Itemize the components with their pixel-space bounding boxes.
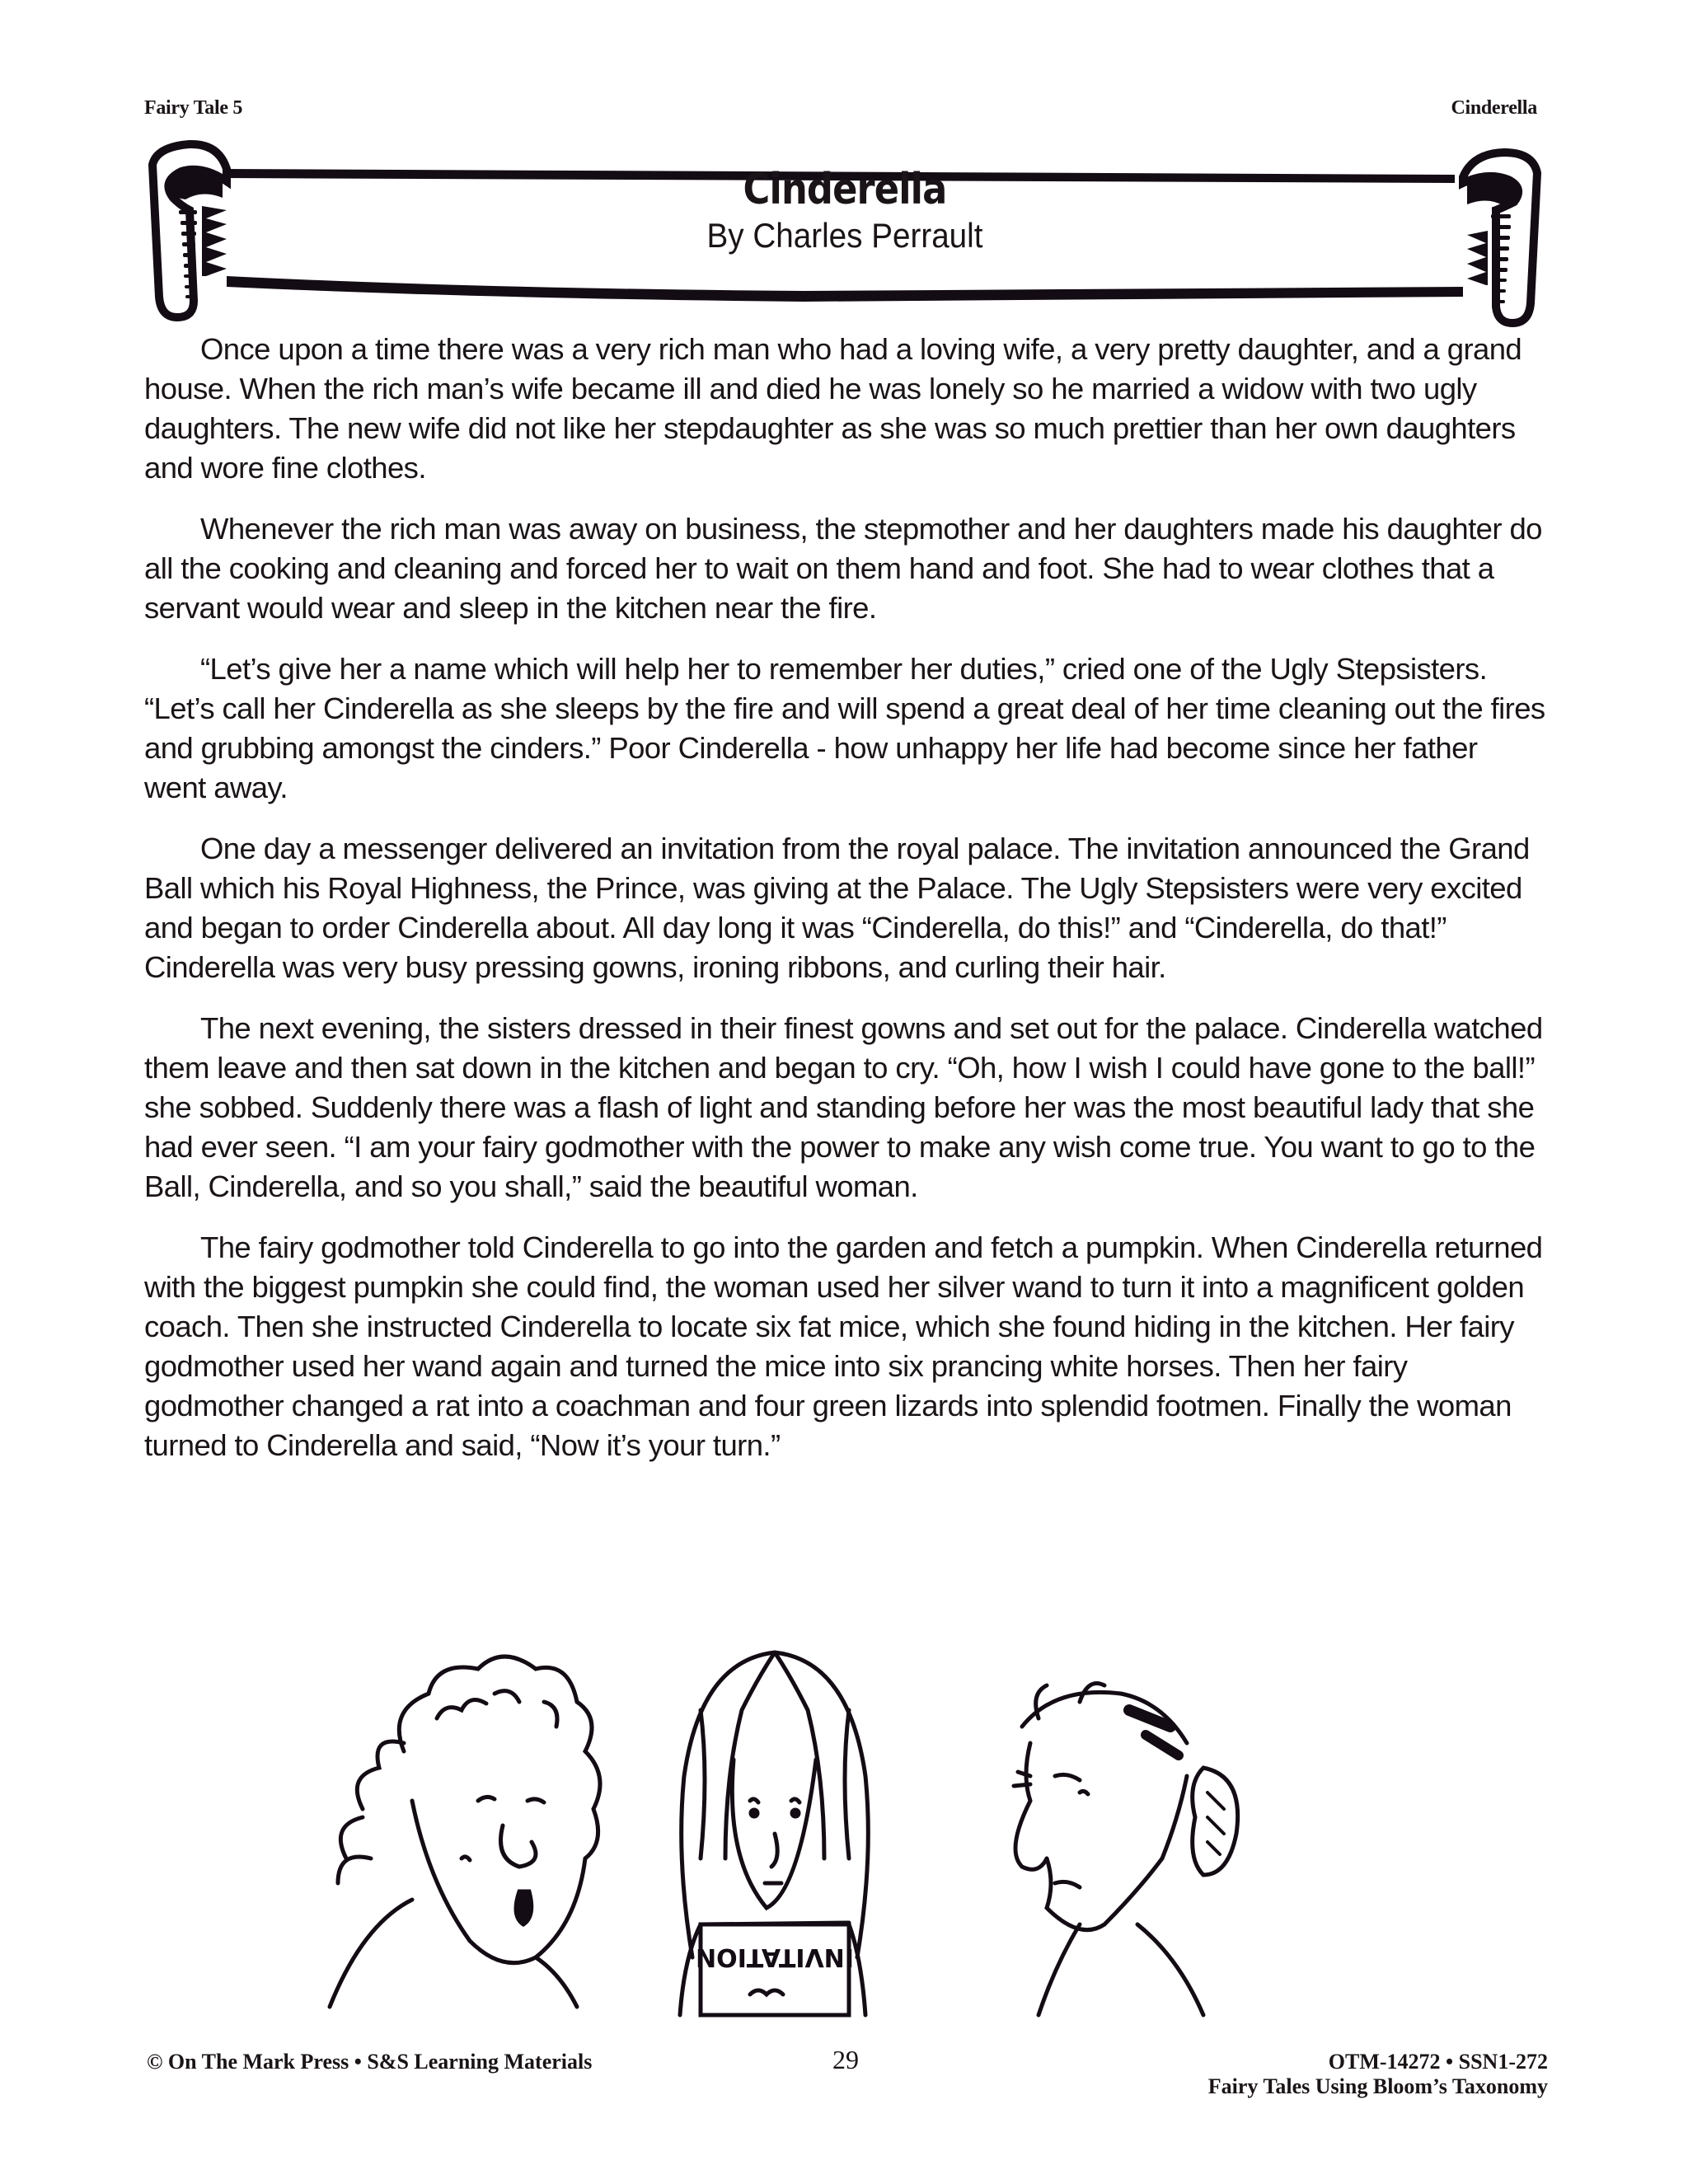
stepsister-bun-icon xyxy=(1014,1684,1238,2016)
footer-copyright: © On The Mark Press • S&S Learning Materials xyxy=(147,2050,593,2074)
story-author: By Charles Perrault xyxy=(706,216,983,255)
story-body xyxy=(144,330,1545,1487)
story-paragraph: The next evening, the sisters dressed in their finest gowns and set out for the palace. Cinderella watched them leave and then sat down in the kitchen and began to cry. “Oh, how I wish I could have gone to the ball!” she sobbed. Suddenly there was a flash of light and standing before her was the most beautiful lady that she had ever seen. “I am your fairy godmother with the power to make any wish come true. You want to go to the Ball, Cinderella, and so you shall,” said the beautiful woman. xyxy=(144,1011,1543,1203)
running-header-right: Cinderella xyxy=(1451,97,1537,119)
characters-drawing-icon xyxy=(313,1611,1401,2023)
story-paragraph: Whenever the rich man was away on business, the stepmother and her daughters made his daughter do all the cooking and cleaning and forced her to wait on them hand and foot. She had to wear clothes that a servant would wear and sleep in the kitchen near the fire. xyxy=(144,512,1542,625)
page-number: 29 xyxy=(832,2045,859,2074)
story-title: Cinderella xyxy=(743,165,947,214)
svg-text:INVITATION: INVITATION xyxy=(696,1943,854,1971)
cinderella-icon xyxy=(680,1652,868,2015)
story-paragraph: The fairy godmother told Cinderella to go into the garden and fetch a pumpkin. When Cinderella returned with the biggest pumpkin she could find, the woman used her silver wand to turn it into a magnificent golden coach. Then she instructed Cinderella to locate six fat mice, which she found hiding in the kitchen. Her fairy godmother used her wand again and turned the mice into six prancing white horses. Then her fairy godmother changed a rat into a coachman and four green lizards into splendid footmen. Finally the woman turned to Cinderella and said, “Now it’s your turn.” xyxy=(144,1230,1543,1462)
stepsister-curly-icon xyxy=(330,1657,600,2007)
title-banner xyxy=(144,132,1545,330)
running-header-left: Fairy Tale 5 xyxy=(144,97,243,119)
story-paragraph: Once upon a time there was a very rich man who had a loving wife, a very pretty daughter, and a grand house. When the rich man’s wife became ill and died he was lonely so he married a widow with two ugly daughters. The new wife did not like her stepdaughter as she was so much prettier than her own daughters and wore fine clothes. xyxy=(144,332,1522,485)
story-paragraph: One day a messenger delivered an invitation from the royal palace. The invitation announced the Grand Ball which his Royal Highness, the Prince, was giving at the Palace. The Ugly Stepsisters were very excited and began to order Cinderella about. All day long it was “Cinderella, do this!” and “Cinderella, do that!” Cinderella was very busy pressing gowns, ironing ribbons, and curling their hair. xyxy=(144,832,1530,984)
footer-book-title: Fairy Tales Using Bloom’s Taxonomy xyxy=(1207,2074,1548,2098)
story-paragraph: “Let’s give her a name which will help her to remember her duties,” cried one of the Ugly Stepsisters. “Let’s call her Cinderella as she sleeps by the fire and will spend a great deal of her time cleaning out the fires and grubbing amongst the cinders.” Poor Cinderella - how unhappy her life had become since her father went away. xyxy=(144,652,1545,804)
footer-product-info xyxy=(1208,2050,1548,2099)
character-illustration xyxy=(313,1611,1401,2023)
footer-product-code: OTM-14272 • SSN1-272 xyxy=(1328,2050,1548,2074)
